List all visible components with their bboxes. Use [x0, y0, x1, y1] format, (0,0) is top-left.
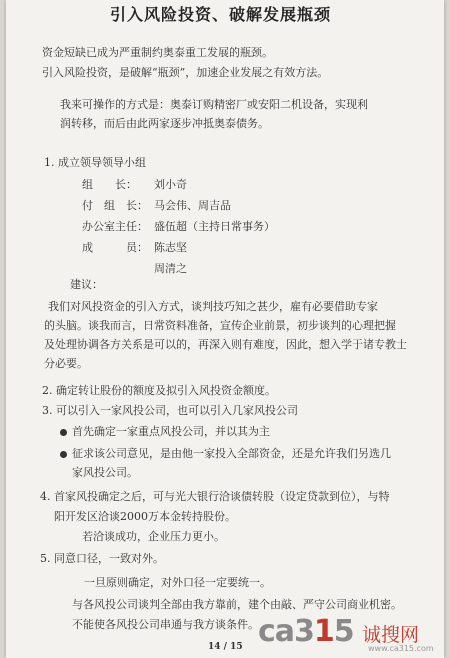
item-5: 5. 同意口径，一致对外。	[40, 552, 164, 565]
member-name: 刘小奇	[154, 178, 187, 191]
item-3: 3. 可以引入一家风投公司，也可以引入几家风投公司	[42, 404, 298, 417]
ca315-url: www.ca315.com	[368, 644, 434, 653]
item-2: 2. 确定转让股份的额度及拟引入风投资金额度。	[42, 384, 276, 397]
logo-accent: 1	[313, 614, 334, 649]
bullet-line: 家风投公司。	[72, 466, 138, 479]
member-name: 周清之	[154, 262, 187, 275]
item-4-line-2: 阳开发区洽谈2000万本金转持股份。	[54, 510, 236, 523]
paragraph-line-4: 分必要。	[44, 357, 88, 370]
page-number: 14 / 15	[208, 642, 243, 652]
bullet-line: 首先确定一家重点风投公司，并以其为主	[72, 425, 270, 438]
item-4-note: 若洽谈成功，企业压力更小。	[82, 530, 225, 543]
intro-line-1: 资金短缺已成为严重制约奥泰重工发展的瓶颈。	[42, 46, 273, 59]
item-4-line-1: 4. 首家风投确定之后，可与光大银行洽谈债转股（设定贷款到位），与特	[40, 490, 390, 503]
suggestion-label: 建议：	[70, 278, 103, 291]
document-page	[6, 0, 444, 658]
paragraph-line-2: 的头脑。谈我而言，日常资料准备，宣传企业前景，初步谈判的心理把握	[44, 319, 396, 332]
paragraph-line-3: 及处理协调各方关系是可以的，再深入则有难度，因此，想入学于诸专教士	[44, 338, 407, 351]
member-name: 盛伍超（主持日常事务）	[154, 220, 275, 233]
bullet-line: 征求该公司意见，是由他一家投入全部资金，还是允许我们另选几	[72, 447, 391, 460]
item-5-line-2: 与各风投公司谈判全部由我方靠前，建个由敲、严守公司商业机密。	[72, 598, 402, 611]
paragraph-line-1: 我们对风投资金的引入方式，谈判技巧知之甚少，雇有必要借助专家	[48, 300, 378, 313]
member-role: 组 长：	[82, 178, 137, 191]
member-role: 成 员：	[82, 241, 148, 254]
logo-suffix: 5	[333, 614, 354, 649]
logo-prefix: ca3	[258, 614, 314, 649]
feasible-line-2: 润转移，而后由此两家逐步冲抵奥泰债务。	[60, 117, 269, 130]
ca315-logo	[258, 614, 354, 649]
member-role: 办公室主任：	[82, 220, 148, 233]
bullet-dot-icon	[60, 451, 67, 458]
feasible-line-1: 我来可操作的方式是：奥泰订购精密厂或安阳二机设备，实现利	[60, 98, 368, 111]
item-5-line-3: 不能使各风投公司串通与我方谈条件。	[72, 618, 259, 631]
member-role: 付 组 长：	[82, 199, 148, 212]
document-title: 引入风险投资、破解发展瓶颈	[110, 5, 332, 24]
intro-line-2: 引入风险投资，是破解“瓶颈”，加速企业发展之有效方法。	[42, 66, 329, 79]
item-5-line-1: 一旦原则确定，对外口径一定要统一。	[84, 576, 271, 589]
section-1-heading: 1. 成立领导领导小组	[44, 156, 146, 169]
ca315-logo-cn: 诚搜网	[362, 624, 420, 646]
member-name: 陈志坚	[154, 241, 187, 254]
member-name: 马会伟、周吉品	[154, 199, 231, 212]
bullet-dot-icon	[60, 429, 67, 436]
